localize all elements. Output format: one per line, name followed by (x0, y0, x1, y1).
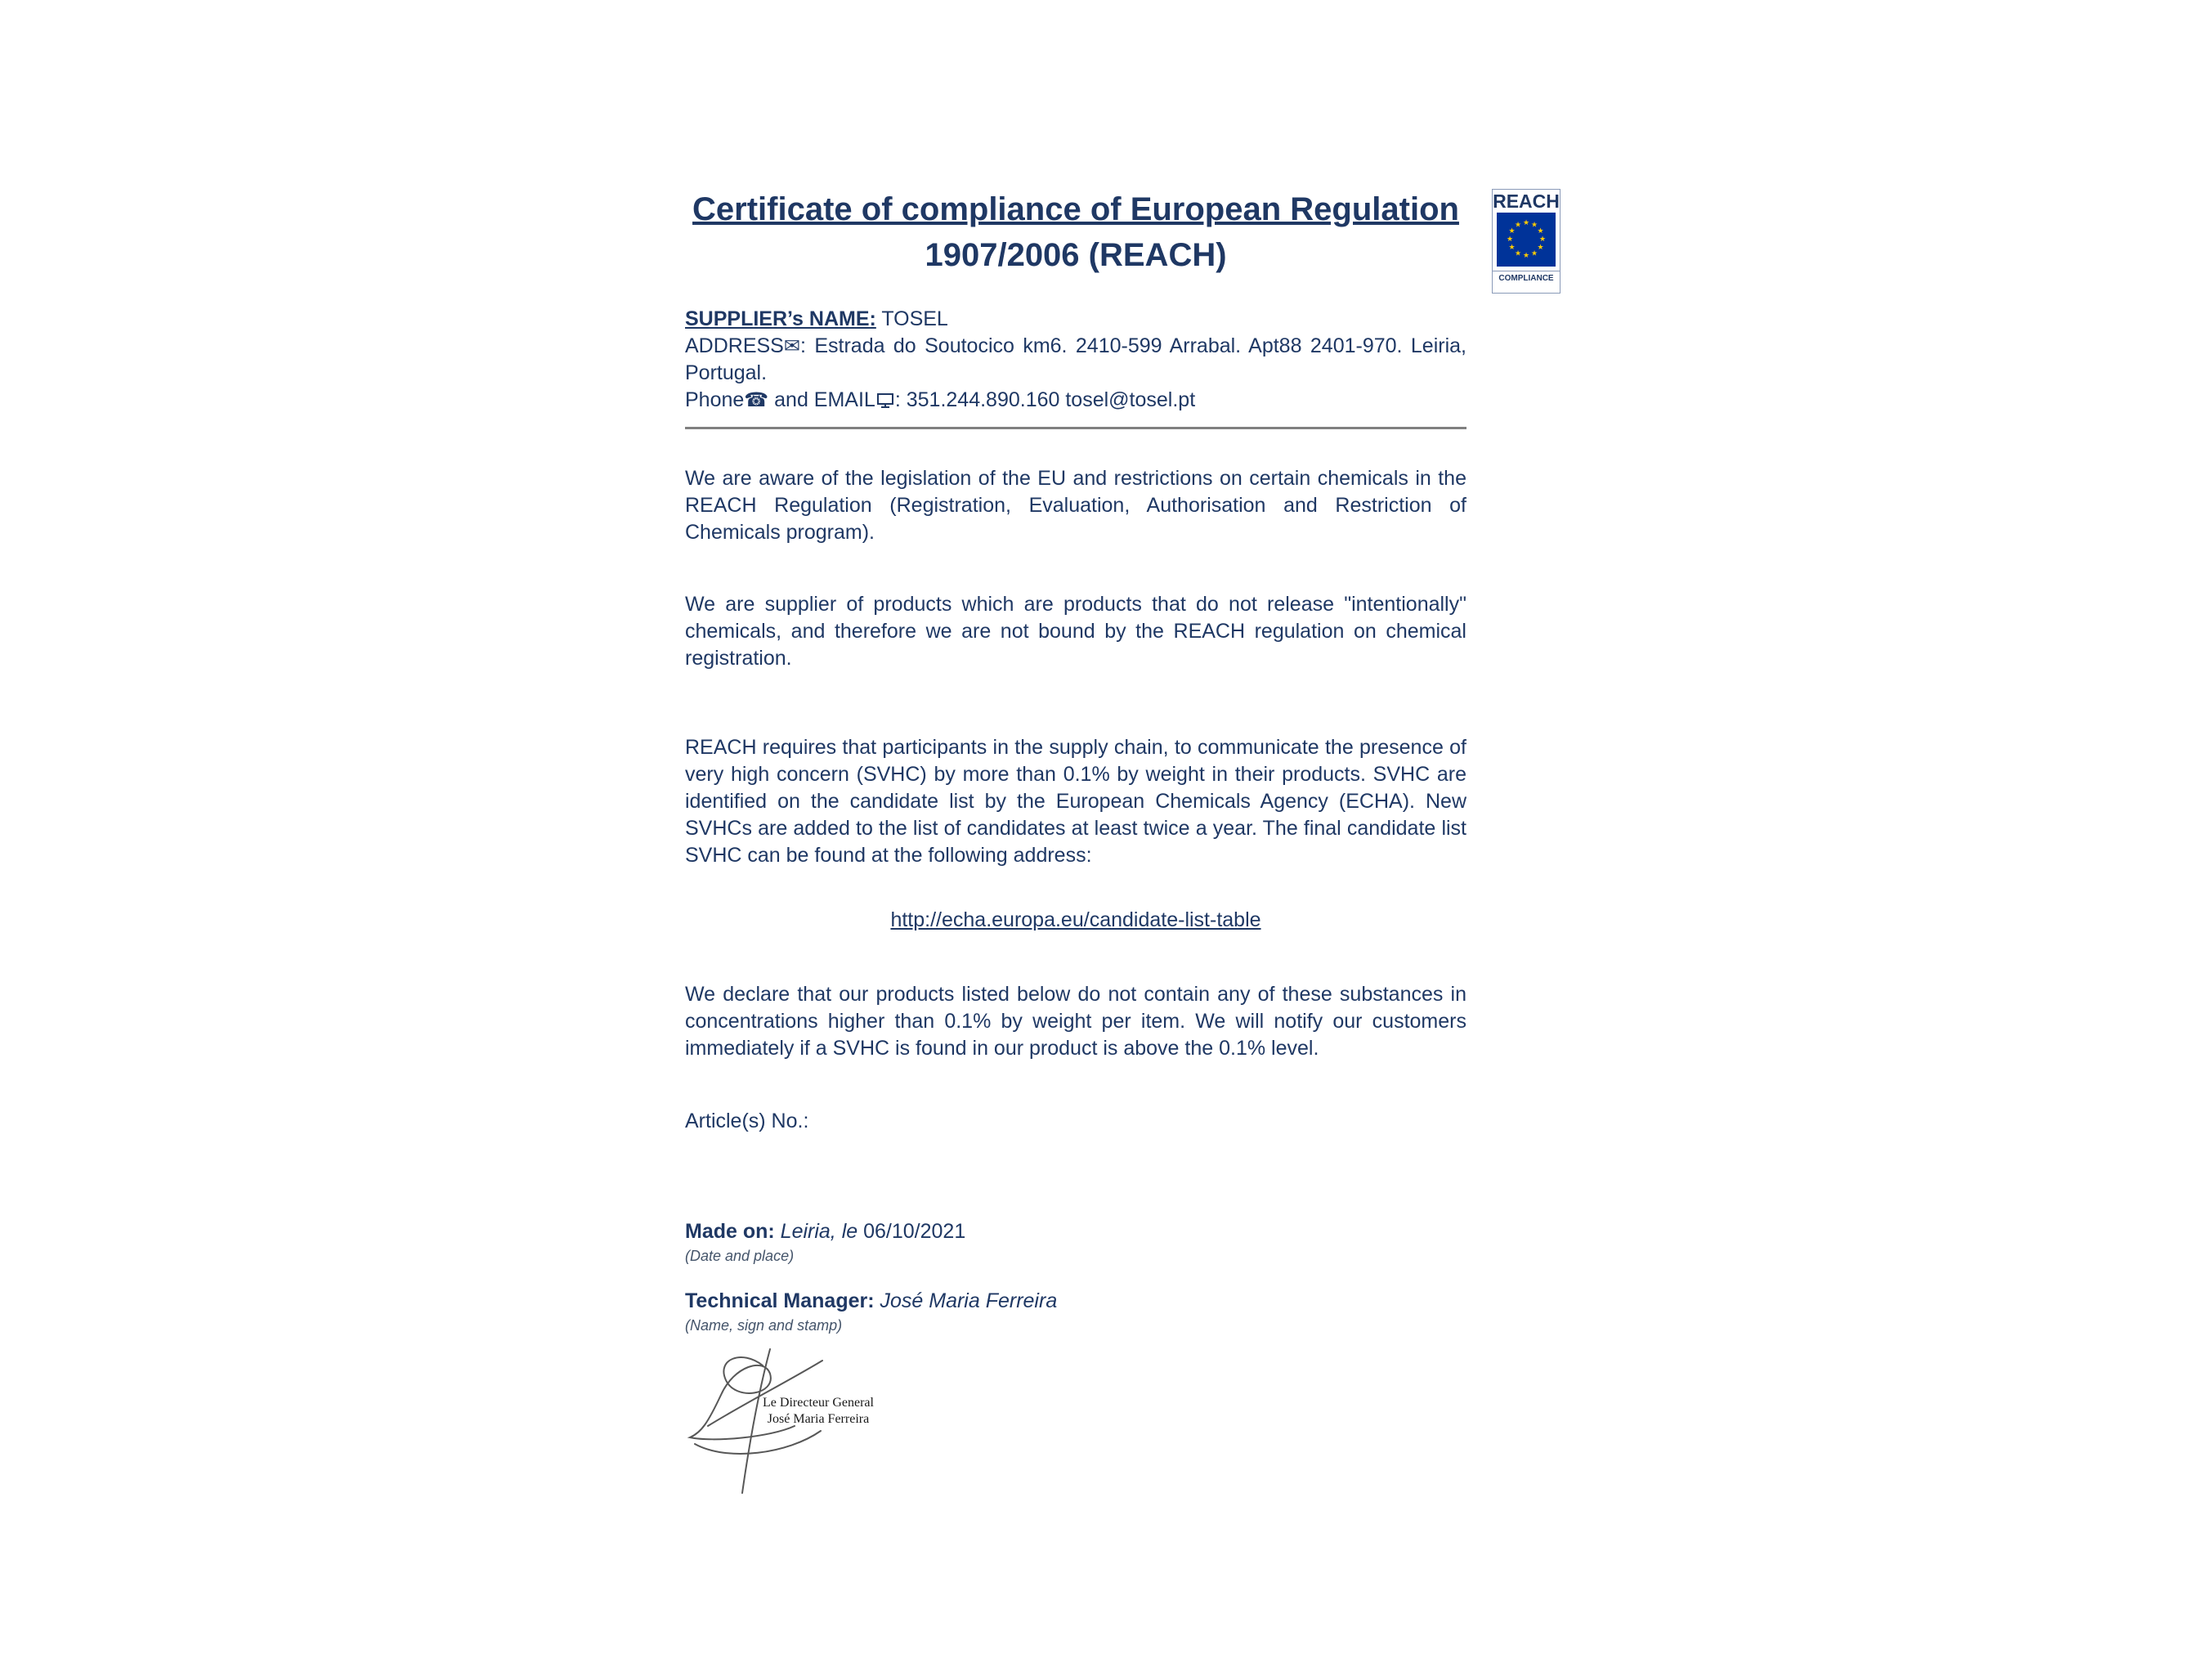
svg-text:★: ★ (1514, 249, 1522, 258)
signature-scribble-icon (685, 1347, 930, 1511)
signature-area (685, 1347, 1466, 1511)
made-on-label: Made on: (685, 1220, 775, 1243)
address-label: ADDRESS (685, 334, 784, 357)
svg-text:★: ★ (1508, 227, 1516, 235)
contact-value: : 351.244.890.160 tosel@tosel.pt (894, 388, 1196, 411)
paragraph-declaration: We declare that our products listed below do not contain any of these substances in concentrations higher than 0.1% by weight per item. We will notify our customers immediately if a SVHC is found in our product is above the 0.1% level. (685, 983, 1466, 1060)
supplier-name-value: TOSEL (875, 307, 948, 330)
svg-text:★: ★ (1508, 244, 1516, 252)
phone-icon: ☎ (744, 389, 769, 411)
section-divider (685, 427, 1466, 429)
paragraph-reach-requires: REACH requires that participants in the supply chain, to communicate the presence of very high concern (SVHC) by more than 0.1% by weight in their products. SVHC are identified on the candidate list by the European Chemicals Agency (ECHA). New SVHCs are added to the list of candidates at least twice a year. The final candidate list SVHC can be found at the following address: (685, 736, 1466, 867)
email-label: and EMAIL (768, 388, 875, 411)
stamp-text-line2: José Maria Ferreira (767, 1412, 870, 1426)
articles-number-label: Article(s) No.: (685, 1110, 809, 1132)
page-title (685, 186, 1466, 278)
paragraph-awareness: We are aware of the legislation of the EU and restrictions on certain chemicals in the REACH Regulation (Registration, Evaluation, Authorisation and Restriction of Chemicals program). (685, 467, 1466, 544)
email-icon (876, 392, 894, 409)
envelope-icon: ✉ (783, 335, 800, 357)
technical-manager-line (685, 1288, 1466, 1315)
date-place-caption: (Date and place) (685, 1248, 795, 1264)
svg-text:★: ★ (1522, 252, 1530, 260)
made-on-date: 06/10/2021 (863, 1220, 966, 1243)
technical-manager-name: José Maria Ferreira (874, 1289, 1058, 1312)
eu-stars-icon (1497, 213, 1556, 267)
reach-logo-compliance-label: COMPLIANCE (1493, 271, 1560, 286)
candidate-list-link-row (685, 907, 1466, 934)
made-on-line (685, 1218, 1466, 1245)
made-on-place: Leiria, le (774, 1220, 864, 1243)
supplier-name-label: SUPPLIER’s NAME: (685, 307, 876, 330)
technical-manager-label: Technical Manager: (685, 1289, 875, 1312)
phone-label: Phone (685, 388, 745, 411)
page-title-line2: 1907/2006 (REACH) (925, 237, 1227, 273)
reach-logo-title: REACH (1493, 191, 1560, 212)
paragraph-supplier-products: We are supplier of products which are products that do not release "intentionally" chemicals, and therefore we are not bound by the REACH regulation on chemical registration. (685, 593, 1466, 670)
svg-text:★: ★ (1530, 221, 1538, 230)
svg-text:★: ★ (1530, 249, 1538, 258)
svg-text:★: ★ (1538, 235, 1547, 244)
svg-text:★: ★ (1506, 235, 1514, 244)
svg-text:★: ★ (1514, 221, 1522, 230)
stamp-text (724, 1395, 912, 1428)
candidate-list-link[interactable]: http://echa.europa.eu/candidate-list-table (890, 908, 1261, 931)
svg-text:★: ★ (1522, 219, 1530, 227)
svg-text:★: ★ (1537, 244, 1544, 252)
supplier-info (685, 306, 1466, 414)
address-value: : Estrada do Soutocico km6. 2410-599 Arrabal. Apt88 2401-970. Leiria, Portugal. (685, 334, 1466, 384)
eu-flag-icon (1497, 213, 1556, 267)
stamp-text-line1: Le Directeur General (763, 1396, 874, 1410)
svg-text:★: ★ (1537, 227, 1544, 235)
name-sign-stamp-caption: (Name, sign and stamp) (685, 1317, 843, 1334)
document-content (685, 0, 1466, 1511)
page-title-line1: Certificate of compliance of European Regulation (692, 191, 1459, 227)
reach-compliance-logo (1492, 189, 1560, 294)
